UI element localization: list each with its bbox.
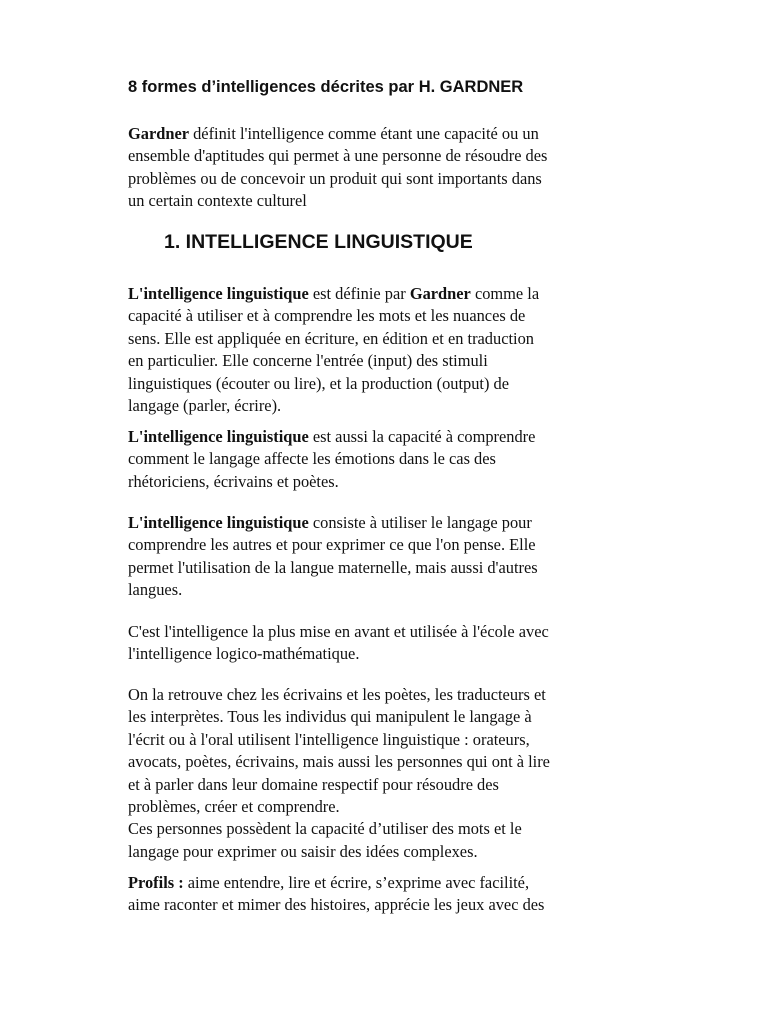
p6-line-1: Profils : aime entendre, lire et écrire, s’exprime avec facilité,	[128, 873, 530, 892]
document-title: 8 formes d’intelligences décrites par H. GARDNER	[128, 78, 524, 96]
paragraph-6	[128, 872, 598, 917]
p3-line-3: permet l'utilisation de la langue maternelle, mais aussi d'autres	[128, 557, 538, 577]
p1-line-3: sens. Elle est appliquée en écriture, en édition et en traduction	[128, 328, 534, 348]
paragraph-3	[128, 512, 598, 602]
p5-line-2: les interprètes. Tous les individus qui manipulent le langage à	[128, 707, 532, 727]
paragraph-5	[128, 684, 598, 863]
intro-line-4: un certain contexte culturel	[128, 191, 307, 211]
p2-line-1: L'intelligence linguistique est aussi la capacité à comprendre	[128, 427, 536, 446]
p3-line-4: langues.	[128, 580, 183, 600]
p1-line-4: en particulier. Elle concerne l'entrée (input) des stimuli	[128, 351, 488, 371]
intro-text: définit l'intelligence comme étant une capacité ou un	[189, 124, 539, 143]
p5-line-5: et à parler dans leur domaine respectif pour résoudre des	[128, 774, 499, 794]
p6-line-2: aime raconter et mimer des histoires, apprécie les jeux avec des	[128, 895, 545, 915]
p5-line-3: l'écrit ou à l'oral utilisent l'intelligence linguistique : orateurs,	[128, 729, 530, 749]
p1-bold-term: L'intelligence linguistique	[128, 284, 309, 303]
p1-bold-gardner: Gardner	[409, 284, 471, 303]
p3-line-1: L'intelligence linguistique consiste à utiliser le langage pour	[128, 513, 532, 532]
p2-line-3: rhétoriciens, écrivains et poètes.	[128, 471, 339, 491]
p1-line-5: linguistiques (écouter ou lire), et la production (output) de	[128, 373, 509, 393]
p5-line-1: On la retrouve chez les écrivains et les poètes, les traducteurs et	[128, 685, 546, 704]
p5-line-8: langage pour exprimer ou saisir des idées complexes.	[128, 841, 478, 861]
intro-line-3: problèmes ou de concevoir un produit qui sont importants dans	[128, 168, 542, 188]
p2-line-2: comment le langage affecte les émotions dans le cas des	[128, 449, 496, 469]
p2-bold-term: L'intelligence linguistique	[128, 427, 309, 446]
gardner-name: Gardner	[128, 124, 190, 143]
p3-line-2: comprendre les autres et pour exprimer ce que l'on pense. Elle	[128, 535, 536, 555]
p4-line-1: C'est l'intelligence la plus mise en avant et utilisée à l'école avec	[128, 622, 549, 641]
p1-line-1: L'intelligence linguistique est définie par Gardner comme la	[128, 284, 540, 303]
p5-line-6: problèmes, créer et comprendre.	[128, 797, 340, 817]
p5-line-4: avocats, poètes, écrivains, mais aussi les personnes qui ont à lire	[128, 752, 550, 772]
p1-line-2: capacité à utiliser et à comprendre les mots et les nuances de	[128, 306, 526, 326]
section-heading: 1. INTELLIGENCE LINGUISTIQUE	[164, 231, 473, 253]
intro-line-2: ensemble d'aptitudes qui permet à une personne de résoudre des	[128, 146, 548, 166]
intro-paragraph	[128, 123, 598, 213]
profils-label: Profils :	[128, 873, 184, 892]
p1-line-6: langage (parler, écrire).	[128, 396, 282, 416]
intro-line-1	[128, 123, 598, 145]
paragraph-4	[128, 621, 598, 666]
paragraph-2	[128, 426, 598, 493]
p5-line-7: Ces personnes possèdent la capacité d’utiliser des mots et le	[128, 819, 522, 839]
p3-bold-term: L'intelligence linguistique	[128, 513, 309, 532]
paragraph-1	[128, 283, 598, 417]
p4-line-2: l'intelligence logico-mathématique.	[128, 644, 360, 664]
